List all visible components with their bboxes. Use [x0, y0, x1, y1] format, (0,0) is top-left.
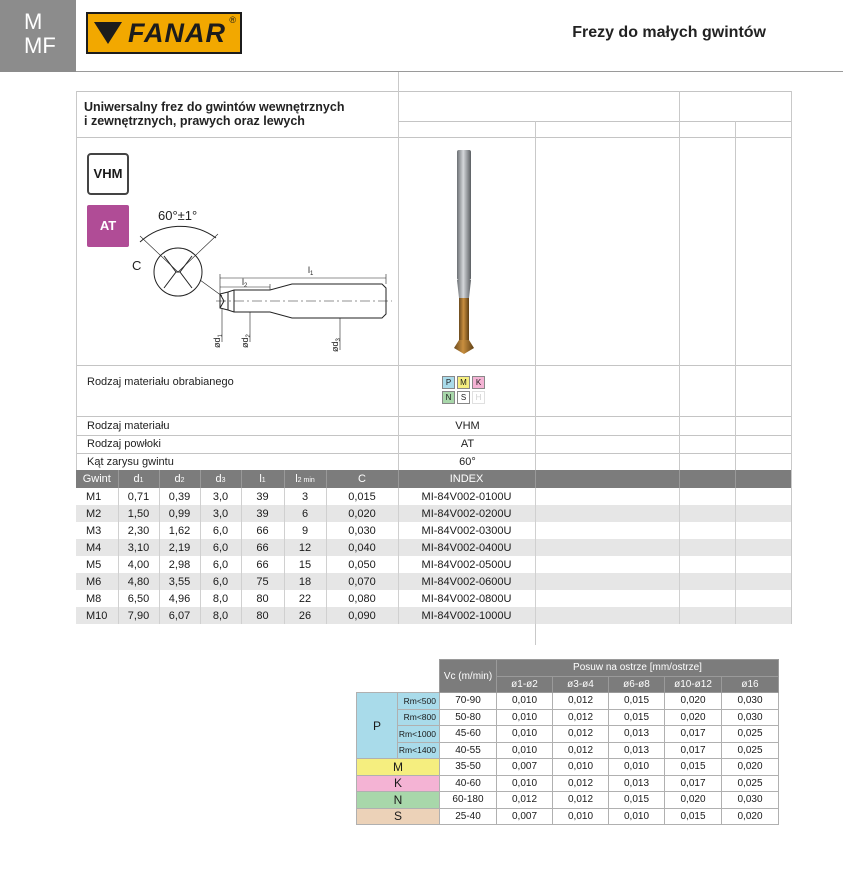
dimension-cell: 75: [241, 573, 284, 590]
feed-row: [357, 693, 779, 710]
grid-line: [76, 137, 791, 138]
dimension-cell: 26: [284, 607, 326, 624]
strength-cell: Rm<1400: [398, 742, 440, 759]
empty-cell: [679, 590, 735, 607]
empty-cell: [735, 488, 791, 505]
header-index: INDEX: [398, 470, 535, 488]
c-label: C: [132, 258, 142, 273]
vc-cell: 40-55: [440, 742, 497, 759]
dimension-cell: 4,80: [118, 573, 159, 590]
dimension-cell: 3,10: [118, 539, 159, 556]
dimension-cell: M3: [76, 522, 118, 539]
material-badge-s: S: [457, 391, 470, 404]
empty-cell: [735, 573, 791, 590]
dimension-cell: 66: [241, 522, 284, 539]
material-group-cell: M: [357, 759, 440, 776]
vc-header: Vc (m/min): [440, 660, 497, 693]
feed-value-cell: 0,025: [722, 726, 779, 743]
dimension-cell: M2: [76, 505, 118, 522]
strength-cell: Rm<500: [398, 693, 440, 710]
feed-value-cell: 0,007: [497, 808, 553, 825]
material-badge-p: P: [442, 376, 455, 389]
dimension-cell: 80: [241, 607, 284, 624]
dimension-cell: 4,96: [159, 590, 200, 607]
blank-cell: [357, 676, 398, 693]
grid-line: [791, 91, 792, 624]
feed-header-row-2: [357, 676, 779, 693]
dimension-cell: MI-84V002-0100U: [398, 488, 535, 505]
workpiece-label: Rodzaj materiału obrabianego: [87, 376, 234, 388]
dimension-cell: 66: [241, 556, 284, 573]
dimension-cell: 0,080: [326, 590, 398, 607]
dimension-cell: M1: [76, 488, 118, 505]
empty-cell: [535, 556, 679, 573]
blank-cell: [357, 660, 398, 677]
feed-row: [357, 742, 779, 759]
fanar-logo: [86, 12, 242, 54]
feed-value-cell: 0,030: [722, 709, 779, 726]
logo-brand: FANAR: [128, 18, 226, 48]
grid-line: [76, 416, 791, 417]
header-c: C: [326, 470, 398, 488]
d1-label: $ød_1$: [212, 334, 224, 348]
header-empty: [679, 470, 735, 488]
product-description-line1: Uniwersalny frez do gwintów wewnętrznych: [84, 100, 345, 114]
l2-label: $l_2$: [242, 277, 248, 289]
dimension-cell: MI-84V002-0600U: [398, 573, 535, 590]
strength-cell: Rm<1000: [398, 726, 440, 743]
dimension-cell: 4,00: [118, 556, 159, 573]
feed-value-cell: 0,030: [722, 693, 779, 710]
dimension-cell: 80: [241, 590, 284, 607]
product-description: [84, 100, 344, 128]
header-d3: d3: [200, 470, 241, 488]
dimension-cell: 0,040: [326, 539, 398, 556]
material-group-cell: P: [357, 693, 398, 759]
vc-cell: 40-60: [440, 775, 497, 792]
dimension-cell: MI-84V002-0500U: [398, 556, 535, 573]
feed-value-cell: 0,015: [609, 693, 665, 710]
feed-value-cell: 0,017: [665, 775, 722, 792]
empty-cell: [679, 539, 735, 556]
header-l2min: l2 min: [284, 470, 326, 488]
feed-value-cell: 0,010: [553, 759, 609, 776]
dimension-cell: 6: [284, 505, 326, 522]
dimension-cell: 6,0: [200, 573, 241, 590]
material-group-cell: S: [357, 808, 440, 825]
vhm-badge: VHM: [87, 153, 129, 195]
feed-header-row-1: [357, 660, 779, 677]
empty-cell: [535, 522, 679, 539]
vc-cell: 45-60: [440, 726, 497, 743]
feed-value-cell: 0,015: [665, 808, 722, 825]
vc-cell: 50-80: [440, 709, 497, 726]
feed-value-cell: 0,012: [553, 775, 609, 792]
blank-cell: [398, 676, 440, 693]
feed-value-cell: 0,010: [553, 808, 609, 825]
dimension-row: [76, 539, 791, 556]
material-badge-k: K: [472, 376, 485, 389]
coating-value: AT: [460, 438, 475, 450]
diam-header: ø10-ø12: [665, 676, 722, 693]
header-empty: [735, 470, 791, 488]
dimension-cell: 2,30: [118, 522, 159, 539]
feed-value-cell: 0,012: [553, 709, 609, 726]
material-group-cell: K: [357, 775, 440, 792]
dimension-cell: 7,90: [118, 607, 159, 624]
empty-cell: [535, 539, 679, 556]
dimension-row: [76, 522, 791, 539]
d3-label: $ød_3$: [330, 338, 342, 352]
diam-header: ø1-ø2: [497, 676, 553, 693]
empty-cell: [679, 522, 735, 539]
d2-label: $ød_2$: [240, 334, 252, 348]
grid-line: [76, 435, 791, 436]
empty-cell: [535, 505, 679, 522]
dimension-row: [76, 505, 791, 522]
dimension-cell: M5: [76, 556, 118, 573]
dimension-cell: 0,71: [118, 488, 159, 505]
dimension-cell: 66: [241, 539, 284, 556]
dimension-cell: 6,50: [118, 590, 159, 607]
l1-label: $l_1$: [308, 265, 314, 277]
feed-value-cell: 0,020: [665, 693, 722, 710]
feed-value-cell: 0,010: [497, 726, 553, 743]
page-title: Frezy do małych gwintów: [572, 24, 766, 41]
dimension-cell: 3,0: [200, 488, 241, 505]
dimension-cell: 2,98: [159, 556, 200, 573]
dimension-cell: 2,19: [159, 539, 200, 556]
dimension-cell: 0,090: [326, 607, 398, 624]
feed-value-cell: 0,012: [553, 726, 609, 743]
material-group-cell: N: [357, 792, 440, 809]
diam-header: ø3-ø4: [553, 676, 609, 693]
feed-value-cell: 0,013: [609, 742, 665, 759]
feed-value-cell: 0,020: [665, 709, 722, 726]
dimensions-table: [76, 470, 791, 624]
empty-cell: [679, 505, 735, 522]
feed-row: [357, 792, 779, 809]
feed-rate-table: [356, 659, 779, 825]
dimension-cell: 15: [284, 556, 326, 573]
empty-cell: [735, 522, 791, 539]
dimension-row: [76, 607, 791, 624]
dimension-cell: 0,050: [326, 556, 398, 573]
feed-value-cell: 0,025: [722, 742, 779, 759]
feed-value-cell: 0,020: [722, 759, 779, 776]
feed-value-cell: 0,017: [665, 726, 722, 743]
grid-line: [76, 453, 791, 454]
vc-cell: 35-50: [440, 759, 497, 776]
logo-triangle-icon: [94, 22, 122, 44]
header-empty: [535, 470, 679, 488]
dimension-cell: 8,0: [200, 607, 241, 624]
section-tab-line1: M: [24, 9, 43, 34]
empty-cell: [535, 488, 679, 505]
dimension-cell: MI-84V002-0200U: [398, 505, 535, 522]
tool-product-image: [448, 148, 480, 358]
empty-cell: [735, 539, 791, 556]
dimension-cell: 0,070: [326, 573, 398, 590]
section-tab: [0, 0, 76, 72]
feed-value-cell: 0,010: [609, 759, 665, 776]
empty-cell: [735, 505, 791, 522]
header-gwint: Gwint: [76, 470, 118, 488]
blank-cell: [398, 660, 440, 677]
empty-cell: [535, 573, 679, 590]
dimension-cell: 3: [284, 488, 326, 505]
thread-angle-label: Kąt zarysu gwintu: [87, 456, 174, 468]
feed-row: [357, 726, 779, 743]
dimension-cell: 6,0: [200, 522, 241, 539]
dimension-cell: MI-84V002-0800U: [398, 590, 535, 607]
thread-angle-value: 60°: [459, 456, 476, 468]
dimension-cell: 12: [284, 539, 326, 556]
vc-cell: 25-40: [440, 808, 497, 825]
feed-row: [357, 775, 779, 792]
feed-value-cell: 0,030: [722, 792, 779, 809]
dimension-cell: 39: [241, 488, 284, 505]
feed-value-cell: 0,020: [665, 792, 722, 809]
dimension-cell: 0,99: [159, 505, 200, 522]
dimension-cell: M6: [76, 573, 118, 590]
dimension-cell: MI-84V002-0400U: [398, 539, 535, 556]
feed-value-cell: 0,015: [665, 759, 722, 776]
product-description-line2: i zewnętrznych, prawych oraz lewych: [84, 114, 305, 128]
feed-value-cell: 0,012: [553, 792, 609, 809]
dimension-row: [76, 556, 791, 573]
dimension-cell: 0,020: [326, 505, 398, 522]
feed-value-cell: 0,017: [665, 742, 722, 759]
dimension-row: [76, 590, 791, 607]
empty-cell: [679, 488, 735, 505]
empty-cell: [679, 573, 735, 590]
dimension-cell: 22: [284, 590, 326, 607]
coating-label: Rodzaj powłoki: [87, 438, 161, 450]
material-value: VHM: [455, 420, 480, 432]
empty-cell: [535, 607, 679, 624]
header-divider: [76, 71, 843, 72]
feed-value-cell: 0,010: [497, 742, 553, 759]
grid-line: [76, 365, 791, 366]
dimension-cell: 0,030: [326, 522, 398, 539]
empty-cell: [735, 556, 791, 573]
material-badge-n: N: [442, 391, 455, 404]
dimension-cell: 6,07: [159, 607, 200, 624]
section-tab-line2: MF: [24, 33, 56, 58]
empty-cell: [679, 556, 735, 573]
feed-value-cell: 0,010: [497, 709, 553, 726]
header-d1: d1: [118, 470, 159, 488]
dimension-cell: 39: [241, 505, 284, 522]
feed-row: [357, 709, 779, 726]
material-badge-h: H: [472, 391, 485, 404]
dimension-cell: 18: [284, 573, 326, 590]
dimension-cell: 6,0: [200, 556, 241, 573]
dimension-cell: 1,50: [118, 505, 159, 522]
angle-label: 60°±1°: [158, 208, 198, 223]
empty-cell: [735, 607, 791, 624]
feed-value-cell: 0,013: [609, 775, 665, 792]
grid-line: [398, 121, 791, 122]
vc-cell: 60-180: [440, 792, 497, 809]
feed-header: Posuw na ostrze [mm/ostrze]: [497, 660, 779, 677]
dimension-cell: MI-84V002-1000U: [398, 607, 535, 624]
material-label: Rodzaj materiału: [87, 420, 170, 432]
logo-reg-mark: ®: [229, 15, 236, 25]
grid-line: [76, 91, 77, 470]
dimension-cell: 3,55: [159, 573, 200, 590]
dimension-cell: 0,015: [326, 488, 398, 505]
dimension-cell: 1,62: [159, 522, 200, 539]
feed-value-cell: 0,007: [497, 759, 553, 776]
tool-technical-drawing: [120, 200, 400, 360]
feed-row: [357, 808, 779, 825]
feed-value-cell: 0,010: [497, 775, 553, 792]
dimension-cell: M8: [76, 590, 118, 607]
header-l1: l1: [241, 470, 284, 488]
strength-cell: Rm<800: [398, 709, 440, 726]
at-coating-badge: AT: [87, 205, 129, 247]
feed-row: [357, 759, 779, 776]
dimension-cell: 0,39: [159, 488, 200, 505]
material-badge-m: M: [457, 376, 470, 389]
feed-value-cell: 0,025: [722, 775, 779, 792]
empty-cell: [679, 607, 735, 624]
feed-value-cell: 0,012: [553, 742, 609, 759]
empty-cell: [735, 590, 791, 607]
feed-value-cell: 0,010: [497, 693, 553, 710]
diam-header: ø16: [722, 676, 779, 693]
header-d2: d2: [159, 470, 200, 488]
dimension-cell: MI-84V002-0300U: [398, 522, 535, 539]
dimension-cell: 6,0: [200, 539, 241, 556]
grid-line: [76, 91, 791, 92]
dimension-row: [76, 488, 791, 505]
dimension-cell: 9: [284, 522, 326, 539]
dimension-row: [76, 573, 791, 590]
dimension-cell: 8,0: [200, 590, 241, 607]
feed-value-cell: 0,013: [609, 726, 665, 743]
feed-value-cell: 0,012: [497, 792, 553, 809]
dimension-cell: M4: [76, 539, 118, 556]
feed-value-cell: 0,010: [609, 808, 665, 825]
feed-value-cell: 0,020: [722, 808, 779, 825]
feed-value-cell: 0,012: [553, 693, 609, 710]
vc-cell: 70-90: [440, 693, 497, 710]
dimension-cell: M10: [76, 607, 118, 624]
diam-header: ø6-ø8: [609, 676, 665, 693]
feed-value-cell: 0,015: [609, 792, 665, 809]
dimension-cell: 3,0: [200, 505, 241, 522]
feed-value-cell: 0,015: [609, 709, 665, 726]
empty-cell: [535, 590, 679, 607]
dimensions-header-row: [76, 470, 791, 488]
